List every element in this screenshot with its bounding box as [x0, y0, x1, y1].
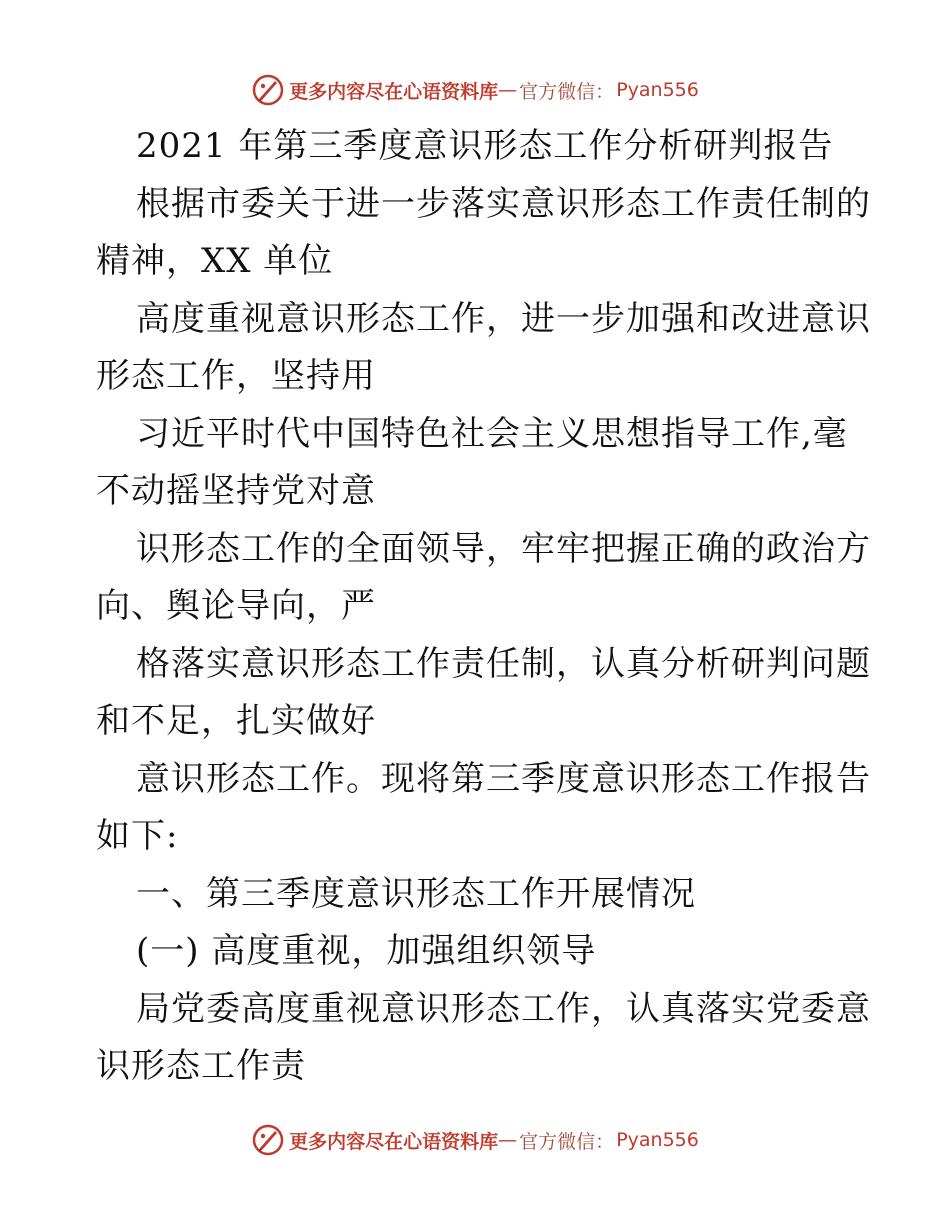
paragraph-line: 形态工作，坚持用 [96, 356, 376, 396]
paragraph-line: 高度重视意识形态工作，进一步加强和改进意识 [136, 298, 871, 339]
banner-text: 更多内容尽在心语资料库 [289, 80, 499, 103]
banner-dash: — [498, 1129, 518, 1151]
paragraph-line: 习近平时代中国特色社会主义思想指导工作,毫 [136, 413, 848, 454]
quill-pen-logo-icon [251, 73, 285, 107]
banner-official-label: 官方微信： [519, 1130, 615, 1153]
banner-official-label: 官方微信： [519, 80, 615, 103]
paragraph-line: 意识形态工作。现将第三季度意识形态工作报告 [136, 758, 871, 799]
header-watermark-banner [0, 70, 950, 110]
banner-wechat-id: Pyan556 [616, 1129, 699, 1151]
paragraph-line: 识形态工作的全面领导，牢牢把握正确的政治方 [136, 528, 871, 569]
paragraph-line: 如下: [96, 816, 179, 856]
document-title: 2021 年第三季度意识形态工作分析研判报告 [136, 126, 834, 166]
paragraph-line: 格落实意识形态工作责任制，认真分析研判问题 [136, 643, 871, 684]
paragraph-line: 识形态工作责 [96, 1046, 306, 1086]
banner-dash: — [498, 79, 518, 101]
paragraph-line: 和不足，扎实做好 [96, 701, 376, 741]
paragraph-line: 精神，XX 单位 [96, 241, 334, 281]
banner-wechat-id: Pyan556 [616, 79, 699, 101]
section-heading: 一、第三季度意识形态工作开展情况 [136, 873, 696, 914]
paragraph-line: 不动摇坚持党对意 [96, 471, 376, 511]
banner-text: 更多内容尽在心语资料库 [289, 1130, 499, 1153]
footer-watermark-banner [0, 1120, 950, 1160]
paragraph-line: 向、舆论导向，严 [96, 586, 376, 626]
subsection-heading: (一) 高度重视，加强组织领导 [136, 931, 597, 971]
quill-pen-logo-icon [251, 1123, 285, 1157]
document-body [96, 118, 871, 1096]
paragraph-line: 局党委高度重视意识形态工作，认真落实党委意 [136, 988, 871, 1029]
paragraph-line: 根据市委关于进一步落实意识形态工作责任制的 [136, 183, 871, 224]
